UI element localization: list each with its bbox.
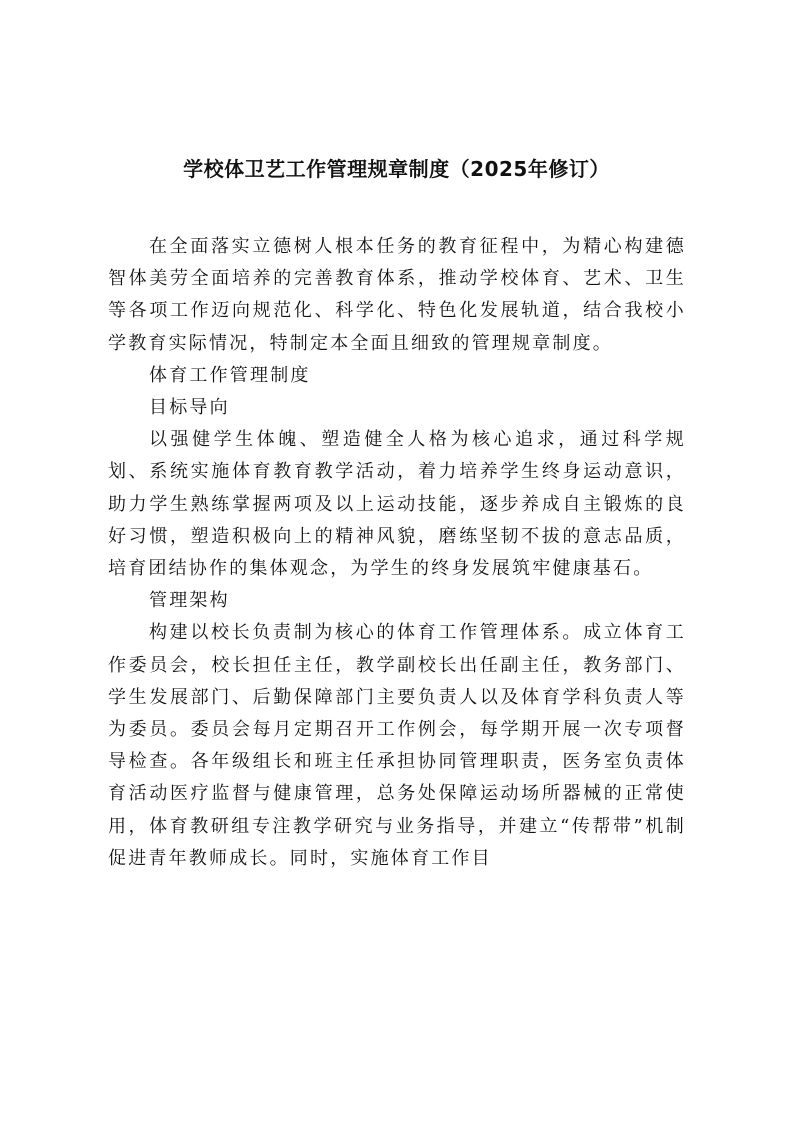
intro-paragraph: 在全面落实立德树人根本任务的教育征程中，为精心构建德智体美劳全面培养的完善教育体系，推动学校体育、艺术、卫生等各项工作迈向规范化、科学化、特色化发展轨道，结合我校小学教育实际情况，特制定本全面且细致的管理规章制度。 <box>108 236 686 354</box>
subheading-management-structure: 管理架构 <box>149 590 230 612</box>
goal-paragraph: 以强健学生体魄、塑造健全人格为核心追求，通过科学规划、系统实施体育教育教学活动，着力培养学生终身运动意识，助力学生熟练掌握两项及以上运动技能，逐步养成自主锻炼的良好习惯，塑造积极向上的精神风貌，磨练坚韧不拔的意志品质，培育团结协作的集体观念，为学生的终身发展筑牢健康基石。 <box>108 429 686 580</box>
section-heading-pe-management: 体育工作管理制度 <box>149 364 311 386</box>
subheading-goal-orientation: 目标导向 <box>149 397 230 419</box>
document-body <box>108 231 686 875</box>
document-title: 学校体卫艺工作管理规章制度（2025年修订） <box>183 157 610 181</box>
structure-paragraph: 构建以校长负责制为核心的体育工作管理体系。成立体育工作委员会，校长担任主任，教学副校长出任副主任，教务部门、学生发展部门、后勤保障部门主要负责人以及体育学科负责人等为委员。委员会每月定期召开工作例会，每学期开展一次专项督导检查。各年级组长和班主任承担协同管理职责，医务室负责体育活动医疗监督与健康管理，总务处保障运动场所器械的正常使用，体育教研组专注教学研究与业务指导，并建立“传帮带”机制促进青年教师成长。同时，实施体育工作目 <box>108 622 686 869</box>
